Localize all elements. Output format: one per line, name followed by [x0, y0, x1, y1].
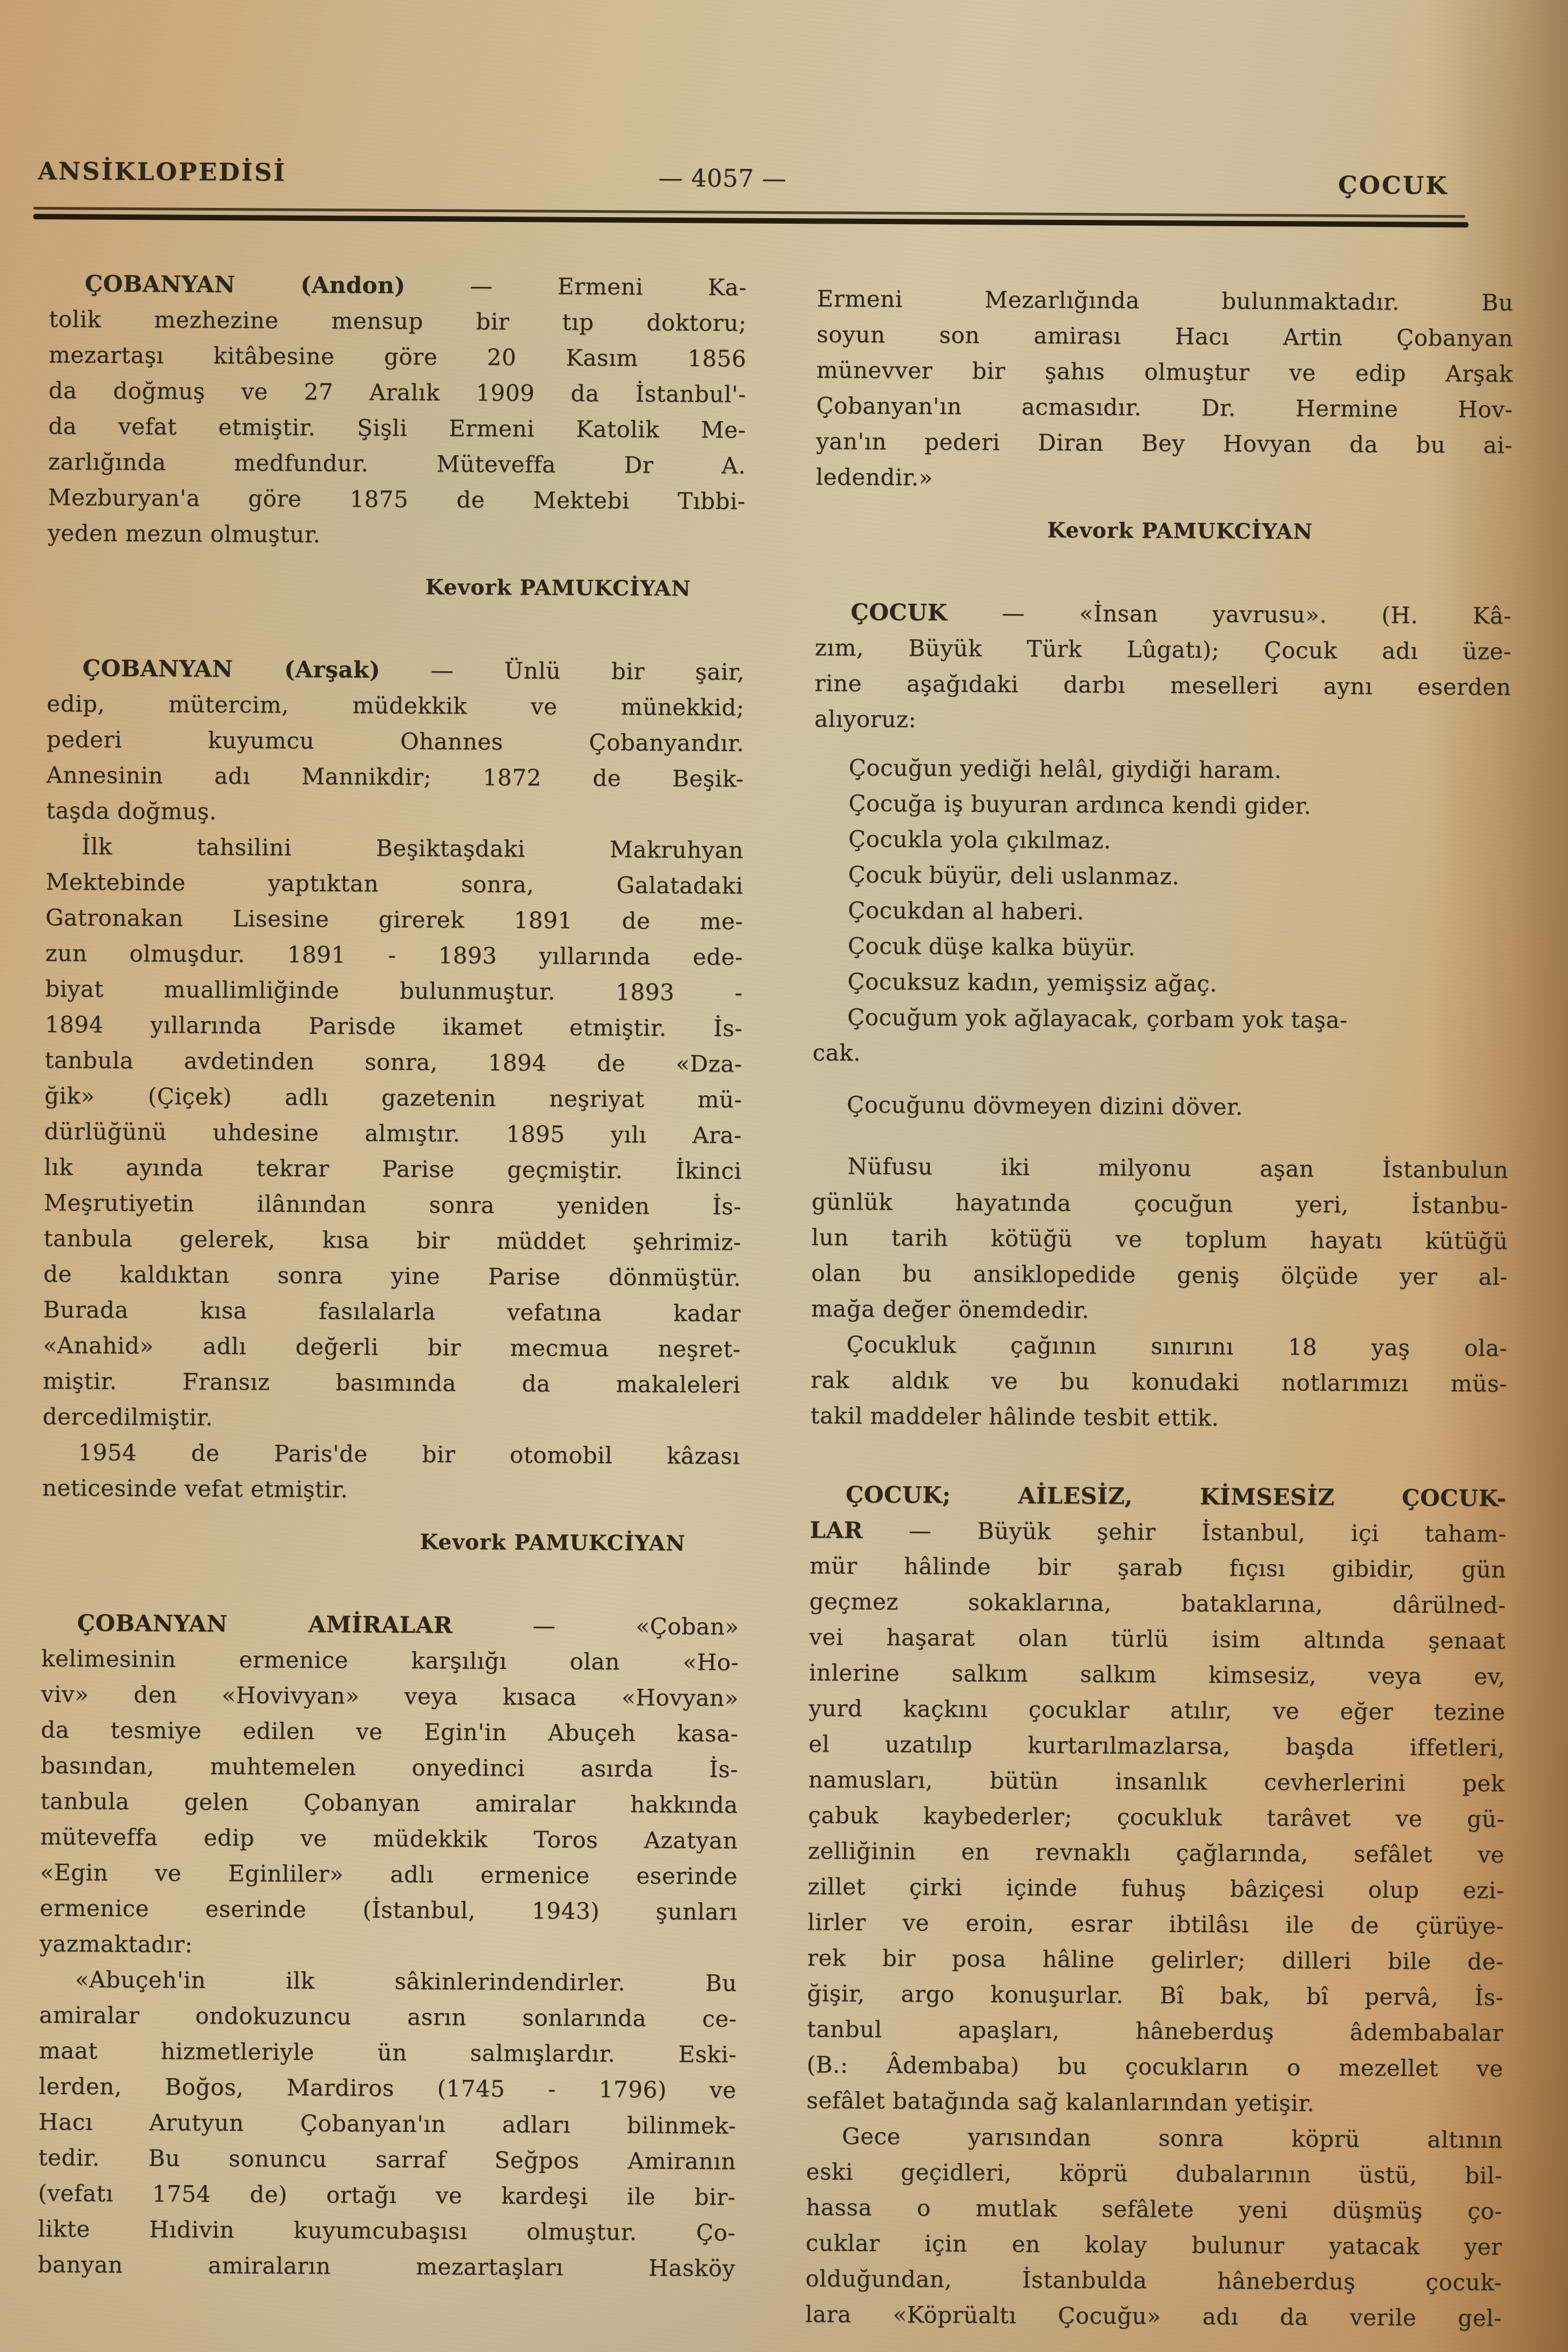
entry-heading: ÇOCUK; AİLESİZ, KİMSESİZ ÇOCUK- [845, 1481, 1507, 1512]
text-line: ermenice eserinde (İstanbul, 1943) şunları [39, 1895, 738, 1925]
text-line: «Anahid» adlı değerli bir mecmua neşret- [43, 1332, 741, 1363]
text-line: pederi kuyumcu Ohannes Çobanyandır. [46, 726, 745, 757]
paragraph-lines [42, 1434, 740, 1509]
paragraph-lines [38, 1962, 737, 2286]
text-line: lirler ve eroin, esrar ibtilâsı ile de çürüye- [807, 1909, 1504, 1939]
text-line: namusları, bütün insanlık cevherlerini pek [808, 1766, 1505, 1797]
entry-cobanyan-andon [48, 266, 747, 555]
entry-heading-rest: — Ermeni Ka- [405, 272, 747, 301]
proverb-wrap-tail: cak. [812, 1039, 861, 1066]
entry-heading: LAR [809, 1517, 863, 1544]
text-line: Hacı Arutyun Çobanyan'ın adları bilinmek- [38, 2108, 736, 2139]
entry-cocuk [814, 594, 1511, 740]
text-line: kelimesinin ermenice karşılığı olan «Ho- [41, 1645, 739, 1676]
text-line: lerden, Boğos, Mardiros (1745 - 1796) ve [38, 2073, 736, 2104]
text-line: yurd kaçkını çocuklar atılır, ve eğer tezine [808, 1695, 1505, 1726]
entry-cobanyan-amiralar [39, 1605, 739, 1965]
text-line: el uzatılıp kurtarılmazlarsa, başda iffetleri, [808, 1730, 1505, 1761]
text-line: Gece yarısından sonra köprü altının [842, 2122, 1503, 2153]
text-line [49, 266, 747, 305]
entry-heading: ÇOCUK [850, 598, 948, 626]
text-line: mağa değer önemdedir. [810, 1295, 1090, 1324]
text-line: rine aşağıdaki darbı meselleri aynı eserden [814, 670, 1511, 700]
text-line: zun olmuşdur. 1891 - 1893 yıllarında ede- [45, 940, 743, 971]
paragraph-lines [810, 1326, 1508, 1437]
text-line: Gatronakan Lisesine girerek 1891 de me- [45, 904, 744, 935]
text-line: lun tarih kötüğü ve toplum hayatı kütüğü [811, 1224, 1508, 1255]
istanbul-paragraph [811, 1148, 1509, 1330]
left-column [38, 266, 747, 2286]
text-line: ğik» (Çiçek) adlı gazetenin neşriyat mü- [44, 1082, 742, 1113]
text-line: eski geçidleri, köprü dubalarının üstü, bil- [806, 2158, 1503, 2189]
biography-paragraph [43, 828, 744, 1438]
text-line: (B.: Âdembaba) bu çocukların o mezellet ve [806, 2051, 1504, 2082]
paragraph-lines [816, 281, 1513, 498]
text-line: takil maddeler hâlinde tesbit ettik. [810, 1402, 1219, 1431]
text-line: da vefat etmiştir. Şişli Ermeni Katolik Me- [48, 413, 746, 443]
text-line: olduğundan, İstanbulda hâneberduş çocuk- [805, 2265, 1502, 2296]
text-line [47, 650, 745, 690]
text-line: Nüfusu iki milyonu aşan İstanbulun [847, 1153, 1509, 1183]
entry-heading: ÇOBANYAN AMİRALAR [77, 1609, 453, 1639]
page-number: — 4057 — [658, 163, 787, 193]
paragraph-lines [46, 686, 744, 832]
text-line: rak aldık ve bu konudaki notlarımızı müs- [810, 1366, 1508, 1397]
text-line: Çocuğun yediği helâl, giydiği haram. [848, 754, 1282, 784]
text-line: banyan amiraların mezartaşları Hasköy [37, 2251, 735, 2282]
text-line: tedir. Bu sonuncu sarraf Seğpos Amiranın [38, 2144, 736, 2175]
text-line: zarlığında medfundur. Müteveffa Dr A. [48, 448, 746, 479]
text-line: inlerine salkım salkım kimsesiz, veya ev, [809, 1659, 1506, 1690]
text-line: de kaldıktan sonra yine Parise dönmüştür. [43, 1261, 741, 1291]
bridge-paragraph [805, 2118, 1503, 2336]
entry-cobanyan-arsak [46, 650, 745, 832]
text-line: likte Hıdivin kuyumcubaşısı olmuştur. Ço- [38, 2215, 736, 2246]
text-line: 1954 de Paris'de bir otomobil kâzası [78, 1439, 740, 1470]
text-line: taşda doğmuş. [46, 797, 217, 825]
text-line: Çocuksuz kadın, yemişsiz ağaç. [847, 968, 1218, 997]
text-line: münevver bir şahıs olmuştur ve edip Arşak [816, 356, 1513, 387]
paragraph-lines [39, 1641, 739, 1965]
text-line: zelliğinin en revnaklı çağlarında, sefâlet ve [808, 1837, 1505, 1868]
text-line: tanbula gelerek, kısa bir müddet şehrimiz- [43, 1225, 741, 1256]
text-line: yan'ın pederi Diran Bey Hovyan da bu ai- [816, 428, 1513, 459]
text-line: tanbul apaşları, hâneberduş âdembabalar [807, 2016, 1504, 2046]
text-line: neticesinde vefat etmiştir. [42, 1474, 348, 1503]
text-line: amiralar ondokuzuncu asrın sonlarında ce- [39, 2001, 737, 2032]
text-line: da doğmuş ve 27 Aralık 1909 da İstanbul'- [48, 377, 746, 408]
proverbs-list [812, 750, 1511, 1126]
paragraph-lines [806, 1548, 1506, 2122]
running-head-title: ANSİKLOPEDİSİ [38, 157, 287, 187]
text-line: İlk tahsilini Beşiktaşdaki Makruhyan [81, 833, 744, 864]
text-line: müteveffa edip ve müdekkik Toros Azatyan [40, 1823, 738, 1854]
text-line: vei haşarat olan türlü isim altında şenaat [809, 1623, 1506, 1654]
scope-paragraph [810, 1326, 1508, 1437]
text-line: olan bu ansiklopedide geniş ölçüde yer al- [811, 1259, 1508, 1290]
paragraph-lines [811, 1148, 1509, 1330]
text-line: lara «Köprüaltı Çocuğu» adı da verile gel- [805, 2301, 1502, 2331]
text-line: çabuk kaybederler; çocukluk tarâvet ve gü- [808, 1802, 1505, 1832]
running-head-keyword: ÇOCUK [1337, 170, 1449, 200]
text-line: basından, muhtemelen onyedinci asırda İs- [40, 1752, 739, 1783]
entry-heading: ÇOBANYAN (Andon) [84, 270, 405, 299]
entry-cocuk-ailesiz [806, 1477, 1506, 2122]
text-line: Çocukla yola çıkılmaz. [848, 825, 1111, 854]
author-signature: Kevork PAMUKCİYAN [1047, 517, 1313, 544]
paragraph-lines [48, 301, 747, 555]
quotation-paragraph [38, 1962, 737, 2286]
entry-heading-rest: — Büyük şehir İstanbul, içi taham- [863, 1517, 1506, 1547]
text-line: ğişir, argo konuşurlar. Bî bak, bî pervâ, İs- [807, 1980, 1504, 2011]
text-line: Çocukluk çağının sınırını 18 yaş ola- [846, 1331, 1508, 1362]
text-line: mezartaşı kitâbesine göre 20 Kasım 1856 [49, 341, 747, 372]
text-line: (vefatı 1754 de) ortağı ve kardeşi ile bir- [38, 2180, 736, 2211]
text-line: Çocukdan al haberi. [848, 897, 1085, 925]
text-line: mür hâlinde bir şarab fıçısı gibidir, gün [809, 1552, 1506, 1583]
text-line: alıyoruz: [814, 705, 917, 733]
entry-heading-rest: — «Çoban» [452, 1612, 739, 1640]
text-line [41, 1605, 739, 1645]
text-line: edip, mütercim, müdekkik ve münekkid; [46, 690, 745, 721]
text-line: viv» den «Hovivyan» veya kısaca «Hovyan» [40, 1681, 739, 1711]
text-line: zillet çirki içinde fuhuş bâziçesi olup ezi- [807, 1873, 1505, 1904]
text-line: lık ayında tekrar Parise geçmiştir. İkinci [44, 1154, 742, 1184]
text-line: hassa o mutlak sefâlete yeni düşmüş ço- [806, 2194, 1503, 2225]
text-line: Ermeni Mezarlığında bulunmaktadır. Bu [816, 285, 1513, 316]
text-line: Annesinin adı Mannikdir; 1872 de Beşik- [46, 761, 744, 792]
death-paragraph [42, 1434, 740, 1509]
text-line: «Egin ve Eginliler» adlı ermenice eserinde [39, 1859, 738, 1890]
paragraph-lines [805, 2118, 1503, 2336]
text-line [810, 1477, 1506, 1516]
text-line: maat hizmetleriyle ün salmışlardır. Eski- [38, 2037, 737, 2068]
text-line: rek bir posa hâline gelirler; dilleri bile de- [807, 1944, 1504, 1975]
continuation-paragraph [816, 281, 1513, 498]
text-line: yazmaktadır: [39, 1930, 193, 1958]
text-line: yeden mezun olmuştur. [48, 520, 321, 548]
text-line: miştir. Fransız basımında da makaleleri [43, 1367, 741, 1398]
text-line: tanbula avdetinden sonra, 1894 de «Dza- [44, 1047, 742, 1077]
entry-heading: ÇOBANYAN (Arşak) [82, 655, 381, 683]
text-line: Çocuk büyür, deli uslanmaz. [848, 861, 1180, 890]
author-signature: Kevork PAMUKCİYAN [420, 1529, 686, 1556]
text-line: «Abuçeh'in ilk sâkinlerindendirler. Bu [75, 1966, 737, 1997]
text-line: sefâlet batağında sağ kalanlarından yetişir. [806, 2087, 1315, 2117]
text-line: Çocuğa iş buyuran ardınca kendi gider. [848, 790, 1312, 819]
text-line: geçmez sokaklarına, bataklarına, dârülned- [809, 1588, 1506, 1619]
text-line: Burada kısa fasılalarla vefatına kadar [43, 1296, 741, 1327]
text-line: Çocuğum yok ağlayacak, çorbam yok taşa- [847, 1003, 1348, 1034]
author-signature: Kevork PAMUKCİYAN [425, 575, 691, 602]
paragraph-lines [814, 630, 1511, 740]
entry-heading-rest: — Ünlü bir şair, [380, 656, 745, 685]
entry-heading-rest: — «İnsan yavrusu». (H. Kâ- [947, 599, 1512, 629]
text-line [809, 1512, 1506, 1552]
text-line: ledendir.» [815, 463, 933, 491]
text-line: dercedilmiştir. [42, 1403, 213, 1431]
text-line: Çobanyan'ın acmasıdır. Dr. Hermine Hov- [816, 392, 1513, 423]
proverb-line: Çocuğunu dövmeyen dizini döver. [847, 1091, 1243, 1120]
text-line: Meşrutiyetin ilânından sonra yeniden İs- [44, 1189, 742, 1220]
text-line: zım, Büyük Türk Lûgatı); Çocuk adı üze- [814, 634, 1512, 665]
text-line: cuklar için en kolay bulunur yatacak yer [805, 2229, 1503, 2260]
proverb-lines [813, 750, 1511, 1039]
text-line: tolik mezhezine mensup bir tıp doktoru; [49, 306, 747, 336]
text-line: tanbula gelen Çobanyan amiralar hakkında [40, 1788, 738, 1818]
text-line: Mezburyan'a göre 1875 de Mektebi Tıbbi- [48, 484, 746, 515]
paragraph-lines [43, 828, 744, 1438]
text-line: günlük hayatında çocuğun yeri, İstanbu- [812, 1188, 1509, 1219]
text-line: Mektebinde yaptıktan sonra, Galatadaki [45, 868, 744, 899]
text-line: Çocuk düşe kalka büyür. [847, 932, 1136, 961]
text-line: 1894 yıllarında Parisde ikamet etmiştir. İs- [44, 1011, 743, 1042]
text-line [815, 594, 1511, 634]
text-line: dürlüğünü uhdesine almıştır. 1895 yılı Ara- [44, 1118, 742, 1149]
text-line: soyun son amirası Hacı Artin Çobanyan [816, 321, 1513, 352]
right-column [805, 281, 1513, 2336]
text-line: biyat muallimliğinde bulunmuştur. 1893 - [45, 975, 743, 1006]
text-line: da tesmiye edilen ve Egin'in Abuçeh kasa- [40, 1716, 739, 1747]
